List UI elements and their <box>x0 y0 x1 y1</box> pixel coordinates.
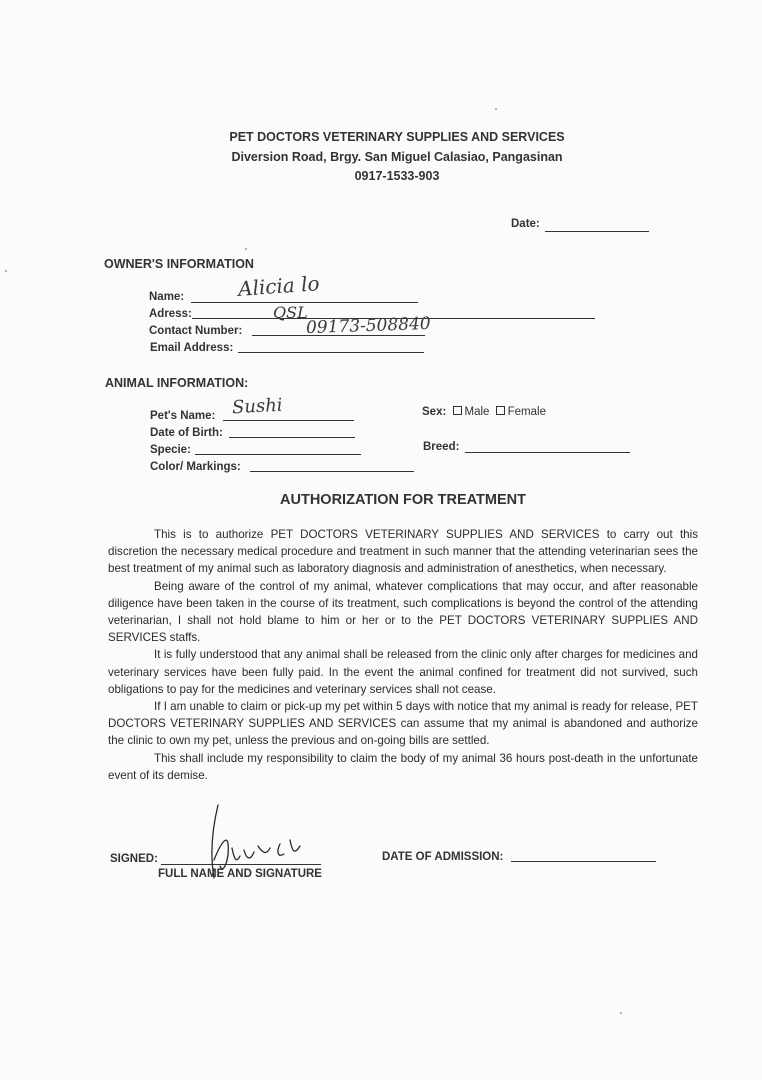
animal-info-heading: ANIMAL INFORMATION: <box>105 376 249 390</box>
specie-label: Specie: <box>150 444 191 456</box>
scan-speck <box>620 1012 622 1014</box>
owner-address-handwriting: QSL <box>273 303 308 322</box>
authorization-paragraph: If I am unable to claim or pick-up my pet within 5 days with notice that my animal is ready for release, PET DOCTORS VETERINARY SUPPLIES AND SERVICES can assume that my animal is abandoned and authorize the clinic to own my pet, unless the previous and on-going bills are settled. <box>108 700 698 748</box>
scan-speck <box>495 108 497 110</box>
owner-address-label: Adress: <box>149 308 192 320</box>
color-markings-label: Color/ Markings: <box>150 461 241 473</box>
female-option-label: Female <box>507 406 546 418</box>
company-phone: 0917-1533-903 <box>354 169 440 183</box>
male-option-label: Male <box>464 406 490 418</box>
full-name-signature-label: FULL NAME AND SIGNATURE <box>158 868 322 880</box>
sex-field <box>422 406 546 418</box>
female-checkbox[interactable] <box>496 406 505 415</box>
owner-name-label: Name: <box>149 291 185 303</box>
authorization-paragraph: This shall include my responsibility to claim the body of my animal 36 hours post-death in the unfortunate event of its demise. <box>108 751 698 782</box>
specie-field[interactable] <box>195 454 361 455</box>
date-field[interactable] <box>545 231 649 232</box>
email-address-label: Email Address: <box>150 342 234 354</box>
company-address: Diversion Road, Brgy. San Miguel Calasiao, Pangasinan <box>231 150 563 164</box>
signed-label: SIGNED: <box>110 853 158 865</box>
date-of-admission-label: DATE OF ADMISSION: <box>382 851 504 863</box>
dob-field[interactable] <box>229 437 355 438</box>
contact-number-handwriting: 09173-508840 <box>305 313 432 339</box>
date-of-admission-field[interactable] <box>511 861 656 862</box>
authorization-body <box>108 526 698 784</box>
authorization-paragraph: It is fully understood that any animal shall be released from the clinic only after charges for medicines and veterinary services have been fully paid. In the event the animal confined for treatment did not survived, such obligations to pay for the medicines and veterinary services shall not cease. <box>108 648 698 696</box>
scan-speck <box>5 270 7 272</box>
color-markings-field[interactable] <box>250 471 414 472</box>
owner-name-handwriting: Alicia lo <box>237 271 321 301</box>
authorization-title: AUTHORIZATION FOR TREATMENT <box>280 492 526 508</box>
owner-info-heading: OWNER'S INFORMATION <box>104 257 254 271</box>
sex-label: Sex: <box>422 406 447 418</box>
authorization-paragraph: Being aware of the control of my animal, whatever complications that may occur, and after reasonable diligence have been taken in the course of its treatment, such complications is beyond the control of the attending veterinarian, I shall not hold blame to him or her or to the PET DOCTORS VETERINARY SUPPLIES AND SERVICES staffs. <box>108 579 698 645</box>
pet-name-field[interactable] <box>223 420 354 421</box>
company-name: PET DOCTORS VETERINARY SUPPLIES AND SERVICES <box>229 130 565 144</box>
scan-speck <box>245 248 247 250</box>
pet-name-handwriting: Sushi <box>231 394 284 419</box>
dob-label: Date of Birth: <box>150 427 223 439</box>
date-label: Date: <box>511 218 540 230</box>
breed-field[interactable] <box>465 452 630 453</box>
contact-number-label: Contact Number: <box>149 325 243 337</box>
email-address-field[interactable] <box>238 352 424 353</box>
pet-name-label: Pet's Name: <box>150 410 216 422</box>
authorization-paragraph: This is to authorize PET DOCTORS VETERINARY SUPPLIES AND SERVICES to carry out this discretion the necessary medical procedure and treatment in such manner that the attending veterinarian sees the best treatment of my animal such as laboratory diagnosis and administration of anesthetics, when necessary. <box>108 528 698 576</box>
signature-text <box>222 838 295 859</box>
breed-label: Breed: <box>423 441 460 453</box>
male-checkbox[interactable] <box>453 406 462 415</box>
